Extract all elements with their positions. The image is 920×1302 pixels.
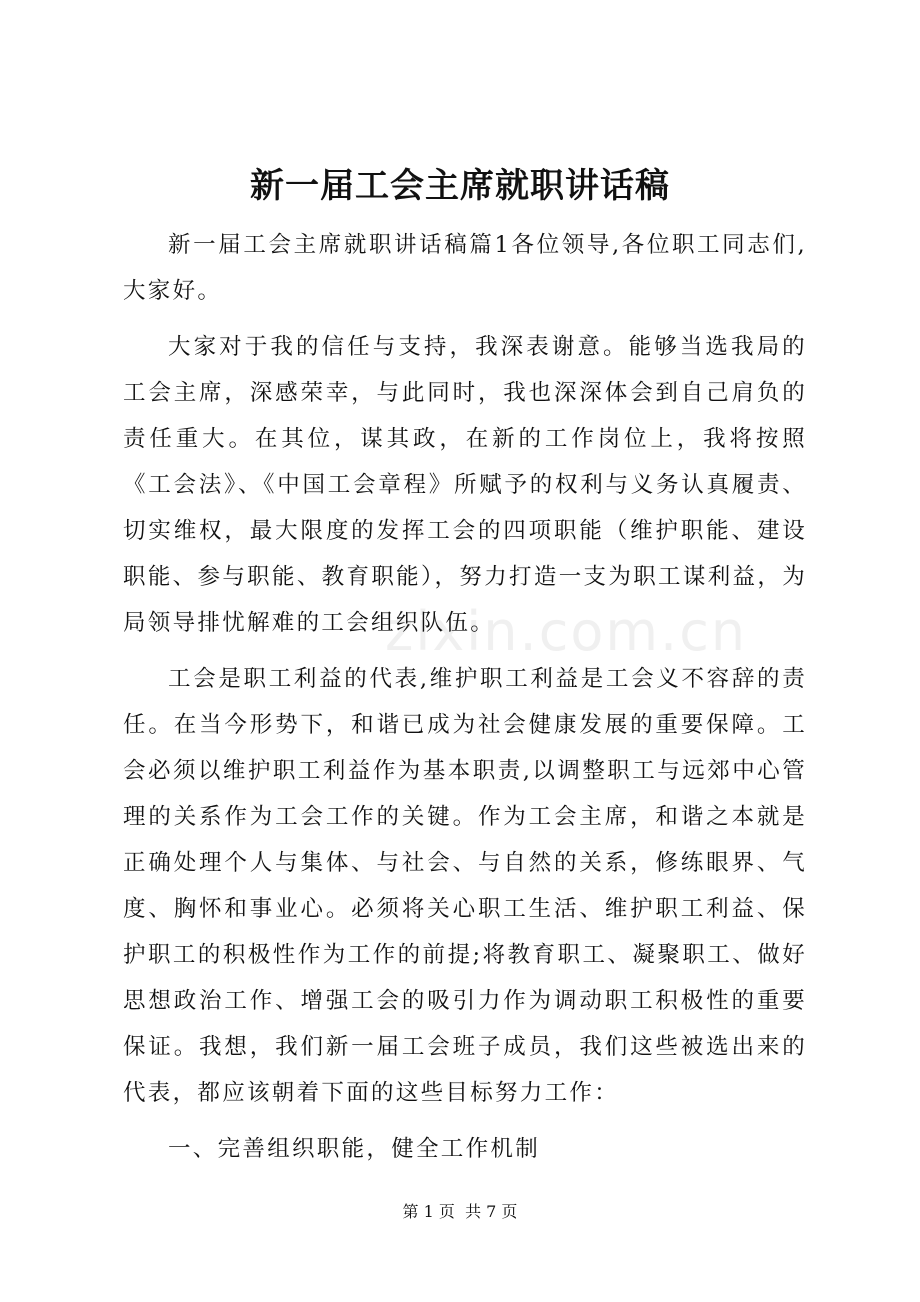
page-number: 第 1 页 共 7 页: [402, 1202, 518, 1221]
page-footer: [0, 1200, 920, 1224]
document-title: 新一届工会主席就职讲话稿: [250, 166, 670, 206]
paragraph-3: 工会是职工利益的代表,维护职工利益是工会义不容辞的责任。在当今形势下，和谐已成为社会健康发展的重要保障。工会必须以维护职工利益作为基本职责,以调整职工与远郊中心管理的关系作为工会工作的关键。作为工会主席，和谐之本就是正确处理个人与集体、与社会、与自然的关系，修练眼界、气度、胸怀和事业心。必须将关心职工生活、维护职工利益、保护职工的积极性作为工作的前提;将教育职工、凝聚职工、做好思想政治工作、增强工会的吸引力作为调动职工积极性的重要保证。我想，我们新一届工会班子成员，我们这些被选出来的代表，都应该朝着下面的这些目标努力工作：: [123, 666, 807, 1106]
watermark: zixin.com.cn: [385, 600, 748, 663]
section-heading: 一、完善组织职能，健全工作机制: [168, 1136, 541, 1162]
document-body: [123, 222, 807, 1182]
paragraph-2: 大家对于我的信任与支持，我深表谢意。能够当选我局的工会主席，深感荣幸，与此同时，我也深深体会到自己肩负的责任重大。在其位，谋其政，在新的工作岗位上，我将按照《工会法》、《中国工会章程》所赋予的权利与义务认真履责、切实维权，最大限度的发挥工会的四项职能（维护职能、建设职能、参与职能、教育职能），努力打造一支为职工谋利益，为局领导排忧解难的工会组织队伍。: [123, 334, 807, 636]
paragraph-1: 新一届工会主席就职讲话稿篇1各位领导,各位职工同志们,大家好。: [123, 232, 807, 304]
